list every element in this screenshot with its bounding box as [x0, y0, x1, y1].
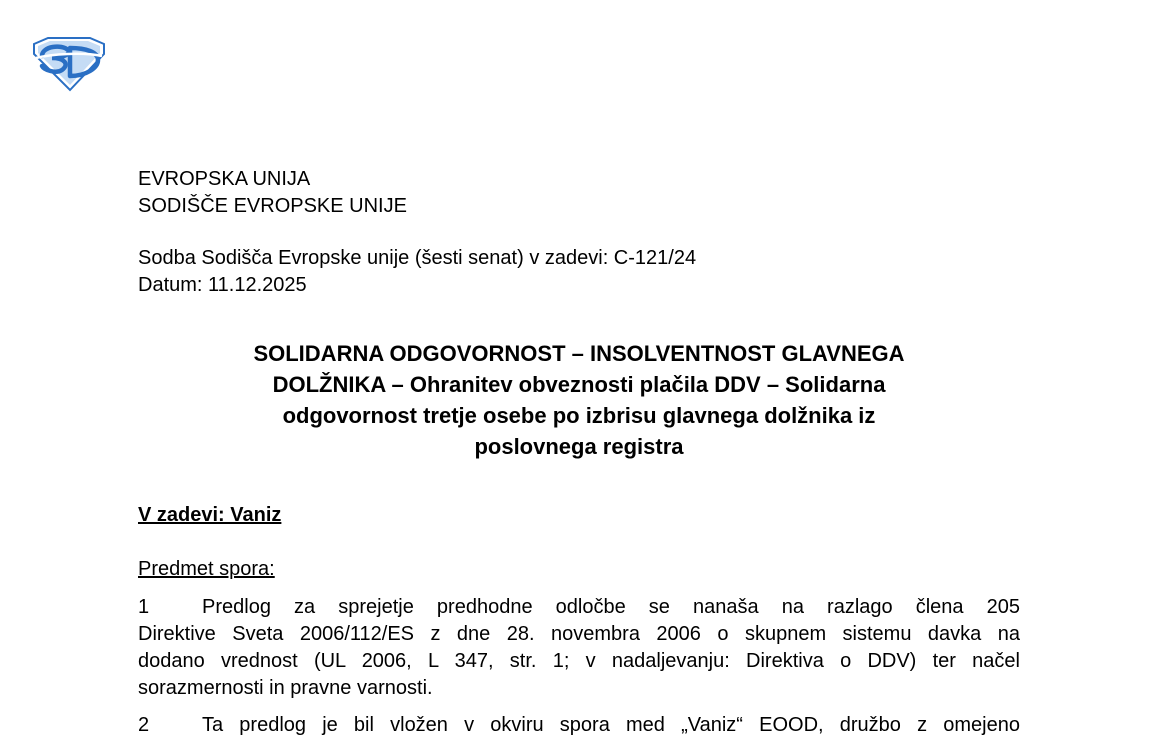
paragraph-1-line-4: sorazmernosti in pravne varnosti.: [138, 677, 433, 699]
title-line-1: SOLIDARNA ODGOVORNOST – INSOLVENTNOST GLAVNEGA: [253, 341, 905, 366]
paragraph-1-line-1: 1 Predlog za sprejetje predhodne odločbe se nanaša na razlago člena 205: [138, 594, 1020, 621]
paragraph-2: [138, 712, 1020, 739]
case-reference: Sodba Sodišča Evropske unije (šesti senat) v zadevi: C-121/24: [138, 247, 697, 269]
paragraph-1-line-3: dodano vrednost (UL 2006, L 347, str. 1; v nadaljevanju: Direktiva o DDV) ter načel: [138, 650, 1020, 672]
institution-line-1: EVROPSKA UNIJA: [138, 168, 311, 190]
title-line-3: odgovornost tretje osebe po izbrisu glavnega dolžnika iz: [282, 403, 876, 428]
paragraph-1: [138, 594, 1020, 702]
court-logo-icon: [32, 36, 106, 92]
title-line-4: poslovnega registra: [474, 434, 684, 459]
document-title: [138, 338, 1020, 462]
paragraph-2-line-1: 2 Ta predlog je bil vložen v okviru spora med „Vaniz“ EOOD, družbo z omejeno: [138, 712, 1020, 739]
paragraph-1-line-2: Direktive Sveta 2006/112/ES z dne 28. novembra 2006 o skupnem sistemu davka na: [138, 623, 1020, 645]
case-subject: V zadevi: Vaniz: [138, 504, 282, 526]
title-line-2: DOLŽNIKA – Ohranitev obveznosti plačila DDV – Solidarna: [272, 372, 886, 397]
paragraph-number: 1: [138, 596, 150, 618]
case-date: Datum: 11.12.2025: [138, 274, 307, 296]
paragraph-number: 2: [138, 714, 150, 736]
section-heading: Predmet spora:: [138, 558, 275, 580]
institution-line-2: SODIŠČE EVROPSKE UNIJE: [138, 195, 407, 217]
